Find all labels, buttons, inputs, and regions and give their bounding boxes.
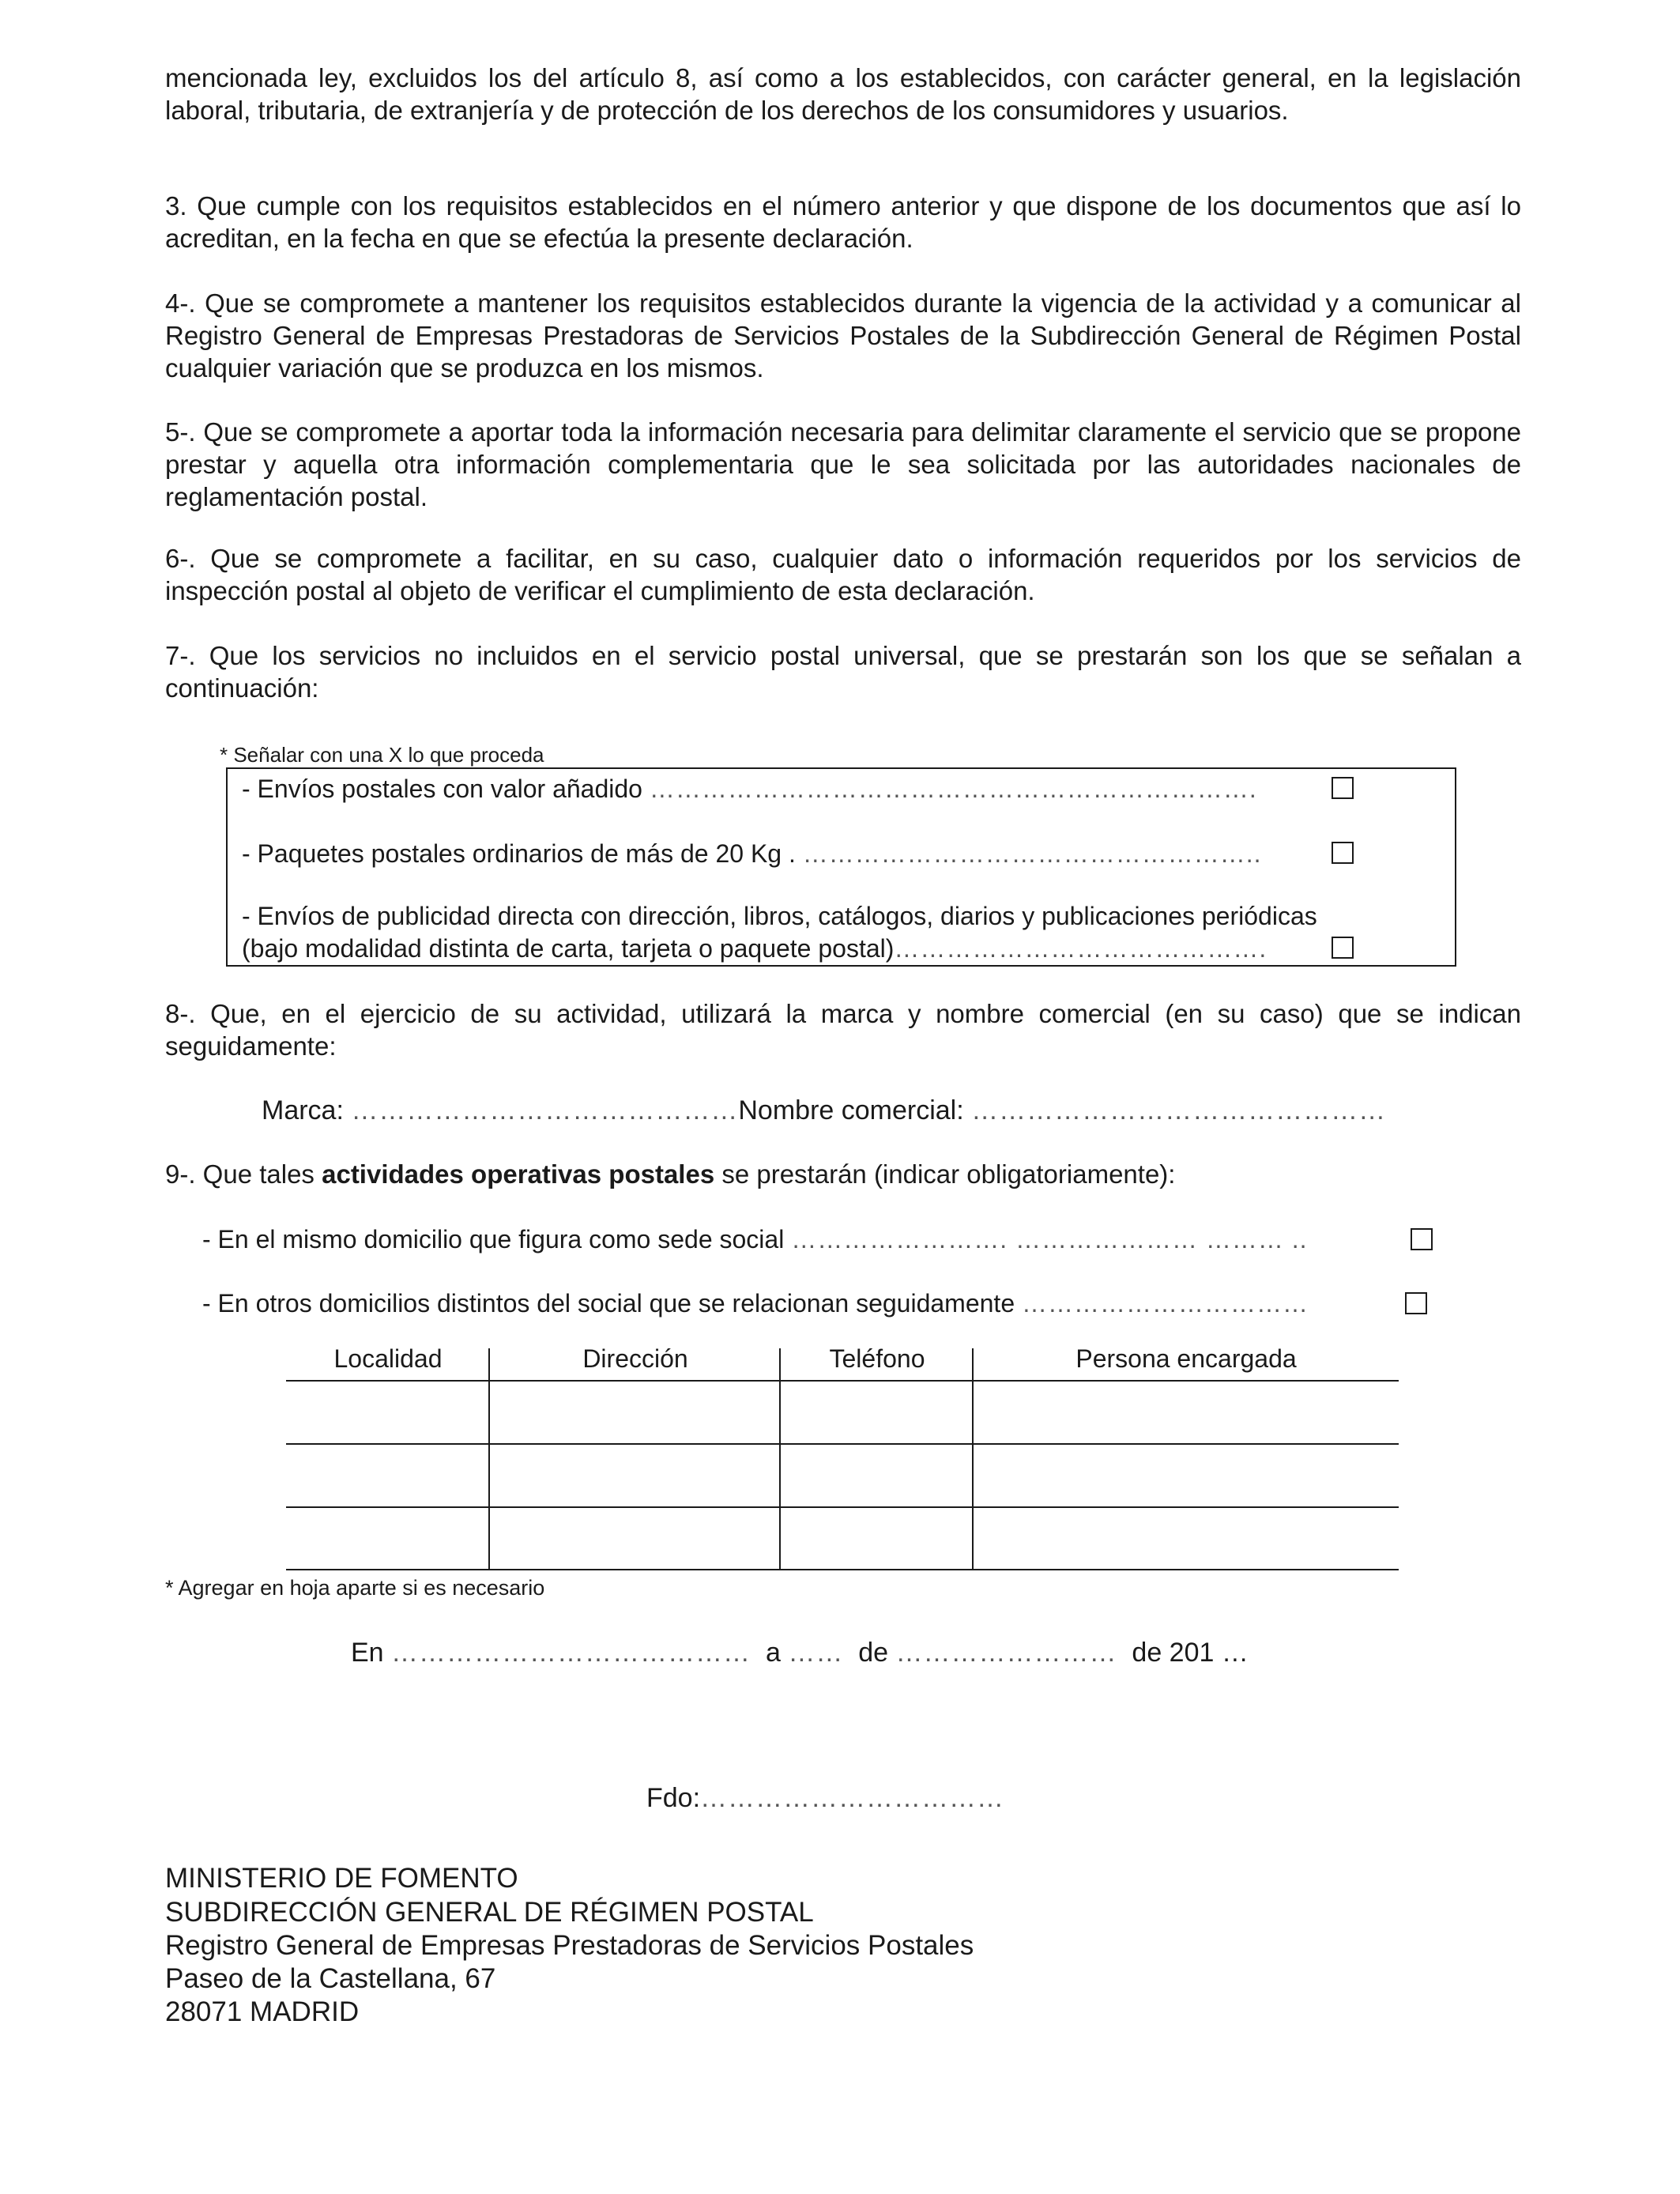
service-item-1-checkbox[interactable] [1332,777,1354,799]
paragraph-5: 5-. Que se compromete a aportar toda la información necesaria para delimitar claramente el servicio que se propone prestar y aquella otra información complementaria que le sea solicitada por las autoridades nacionales de reglamentación postal. [165,417,1521,511]
signature-line [646,1783,1004,1813]
table-header-telefono: Teléfono [829,1344,925,1373]
table-header-direccion: Dirección [582,1344,688,1373]
service-item-3-line-2 [242,933,1267,963]
location-option-2-dots: …………………………… [1022,1289,1309,1318]
paragraph-7: 7-. Que los servicios no incluidos en el servicio postal universal, que se prestarán son los que se señalan a continuación: [165,641,1521,703]
service-item-3-dots: ……………………………………. [894,934,1268,963]
paragraph-9-suffix: se prestarán (indicar obligatoriamente): [714,1159,1176,1189]
paragraph-8: 8-. Que, en el ejercicio de su actividad, utilizará la marca y nombre comercial (en su caso) que se indican seguidamente: [165,999,1521,1061]
table-rule [286,1443,1399,1445]
paragraph-4: 4-. Que se compromete a mantener los requisitos establecidos durante la vigencia de la actividad y a comunicar al Registro General de Empresas Prestadoras de Servicios Postales de la Subdirección General de Régimen Postal cualquier variación que se produzca en los mismos. [165,288,1521,383]
location-option-1 [202,1224,1308,1254]
service-item-1-dots: ……………………………………………………………. [649,775,1257,803]
table-rule [286,1506,1399,1508]
paragraph-9-prefix: 9-. Que tales [165,1159,322,1189]
signature-label: Fdo: [646,1783,701,1813]
location-option-1-dots: ……………………. ………………… ……… .. [791,1225,1308,1253]
brand-line [262,1095,1386,1125]
table-rule [286,1380,1399,1382]
address-line-2: SUBDIRECCIÓN GENERAL DE RÉGIMEN POSTAL [165,1897,814,1928]
address-line-5: 28071 MADRID [165,1996,360,2027]
paragraph-continuation: mencionada ley, excluidos los del artículo 8, así como a los establecidos, con carácter general, en la legislación laboral, tributaria, de extranjería y de protección de los derechos de los consumidores y usuarios. [165,63,1521,125]
service-item-2 [242,839,1262,869]
table-header-persona: Persona encargada [1075,1344,1297,1373]
address-line-4: Paseo de la Castellana, 67 [165,1963,496,1994]
service-item-2-checkbox[interactable] [1332,842,1354,864]
table-column-divider [779,1348,781,1570]
table-column-divider [488,1348,490,1570]
address-line-1: MINISTERIO DE FOMENTO [165,1863,518,1894]
table-note: * Agregar en hoja aparte si es necesario [165,1576,545,1600]
service-item-3-label: (bajo modalidad distinta de carta, tarjeta o paquete postal) [242,934,895,963]
service-item-2-dots: …………………………………………….. [802,839,1262,868]
service-item-1 [242,774,1257,804]
nombre-comercial-dots: ……………………………………… [971,1095,1387,1125]
table-column-divider [972,1348,974,1570]
place-date-line [351,1638,1249,1668]
service-item-1-label: - Envíos postales con valor añadido [242,775,642,803]
address-line-3: Registro General de Empresas Prestadoras de Servicios Postales [165,1930,974,1961]
table-header-localidad: Localidad [333,1344,443,1373]
date-de-label: de [858,1638,889,1668]
date-year: de 201 … [1132,1638,1249,1668]
paragraph-9 [165,1159,1175,1189]
marca-dots: …………………………………… [351,1095,739,1125]
service-item-2-label: - Paquetes postales ordinarios de más de 20 Kg . [242,839,796,868]
date-de-dots: …………………… [895,1638,1117,1668]
service-item-3-checkbox[interactable] [1332,937,1354,959]
place-en-label: En [351,1638,384,1668]
date-a-label: a [765,1638,781,1668]
paragraph-9-bold: actividades operativas postales [322,1159,715,1189]
paragraph-3: 3. Que cumple con los requisitos establecidos en el número anterior y que dispone de los documentos que así lo acreditan, en la fecha en que se efectúa la presente declaración. [165,191,1521,253]
location-option-2-checkbox[interactable] [1405,1292,1427,1314]
services-note: * Señalar con una X lo que proceda [220,743,544,767]
nombre-comercial-label: Nombre comercial: [738,1095,964,1125]
location-option-2 [202,1288,1309,1318]
service-item-3-line-1: - Envíos de publicidad directa con dirección, libros, catálogos, diarios y publicaciones periódicas [242,902,1317,930]
location-option-1-label: - En el mismo domicilio que figura como sede social [202,1225,785,1253]
marca-label: Marca: [262,1095,344,1125]
table-rule [286,1569,1399,1570]
location-option-1-checkbox[interactable] [1411,1228,1433,1250]
place-en-dots: ………………………………… [391,1638,751,1668]
paragraph-6: 6-. Que se compromete a facilitar, en su caso, cualquier dato o información requeridos por los servicios de inspección postal al objeto de verificar el cumplimiento de esta declaración. [165,544,1521,605]
location-option-2-label: - En otros domicilios distintos del social que se relacionan seguidamente [202,1289,1015,1318]
date-a-dots: …… [788,1638,844,1668]
signature-dots: …………………………… [700,1783,1005,1813]
